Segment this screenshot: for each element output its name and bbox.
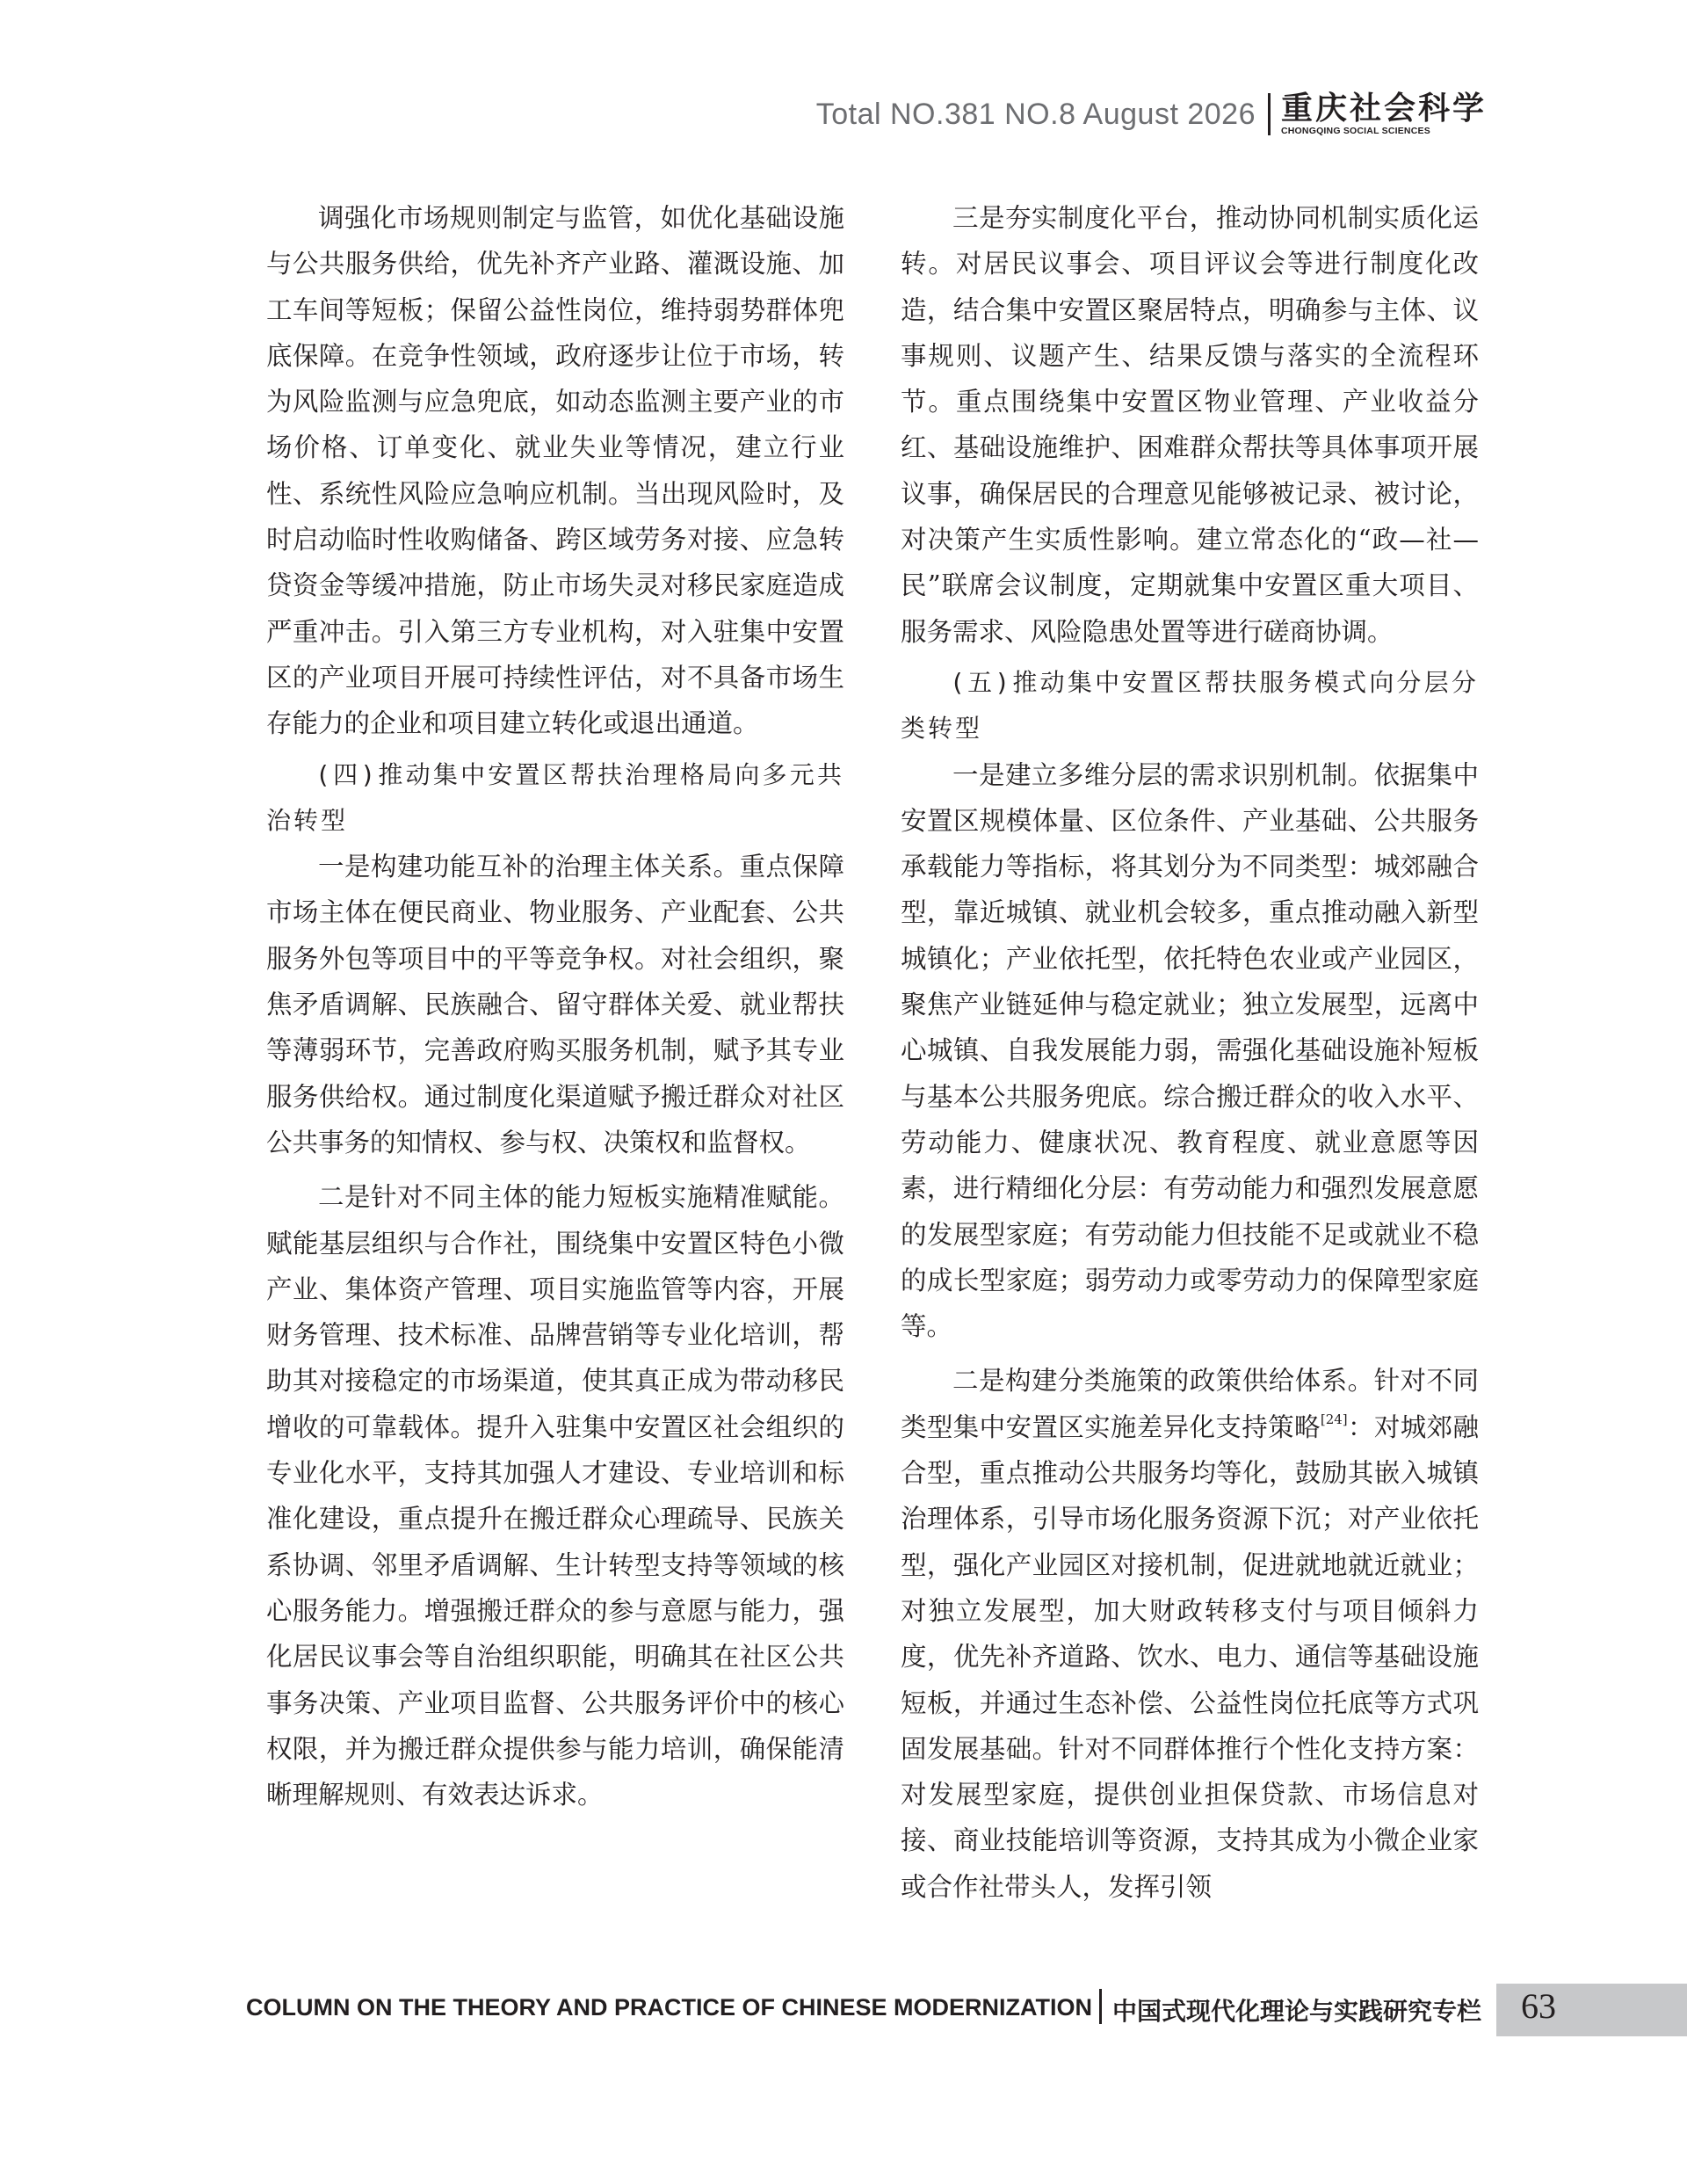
column-name-cn: 中国式现代化理论与实践研究专栏	[1112, 1997, 1482, 2026]
paragraph: 一是构建功能互补的治理主体关系。重点保障市场主体在便民商业、物业服务、产业配套、公共服务外包等项目中的平等竞争权。对社会组织，聚焦矛盾调解、民族融合、留守群体关爱、就业帮扶等薄弱环节，完善政府购买服务机制，赋予其专业服务供给权。通过制度化渠道赋予搬迁群众对社区公共事务的知情权、参与权、决策权和监督权。	[266, 852, 844, 1157]
section-heading-4: (四)推动集中安置区帮扶治理格局向多元共治转型	[266, 759, 844, 835]
paragraph: 调强化市场规则制定与监管，如优化基础设施与公共服务供给，优先补齐产业路、灌溉设施、加工车间等短板；保留公益性岗位，维持弱势群体兜底保障。在竞争性领域，政府逐步让位于市场，转为风险监测与应急兜底，如动态监测主要产业的市场价格、订单变化、就业失业等情况，建立行业性、系统性风险应急响应机制。当出现风险时，及时启动临时性收购储备、跨区域劳务对接、应急转贷资金等缓冲措施，防止市场失灵对移民家庭造成严重冲击。引入第三方专业机构，对入驻集中安置区的产业项目开展可持续性评估，对不具备市场生存能力的企业和项目建立转化或退出通道。	[266, 203, 844, 739]
page-footer	[0, 1984, 1687, 2036]
page-header	[816, 88, 1487, 141]
journal-masthead	[1281, 92, 1487, 136]
paragraph: 二是针对不同主体的能力短板实施精准赋能。赋能基层组织与合作社，围绕集中安置区特色小微产业、集体资产管理、项目实施监管等内容，开展财务管理、技术标准、品牌营销等专业化培训，帮助其对接稳定的市场渠道，使其真正成为带动移民增收的可靠载体。提升入驻集中安置区社会组织的专业化水平，支持其加强人才建设、专业培训和标准化建设，重点提升在搬迁群众心理疏导、民族关系协调、邻里矛盾调解、生计转型支持等领域的核心服务能力。增强搬迁群众的参与意愿与能力，强化居民议事会等自治组织职能，明确其在社区公共事务决策、产业项目监督、公共服务评价中的核心权限，并为搬迁群众提供参与能力培训，确保能清晰理解规则、有效表达诉求。	[266, 1182, 844, 1810]
citation-ref: [24]	[1320, 1411, 1348, 1427]
issue-info: Total NO.381 NO.8 August 2026	[815, 97, 1256, 131]
paragraph: 一是建立多维分层的需求识别机制。依据集中安置区规模体量、区位条件、产业基础、公共服务承载能力等指标，将其划分为不同类型：城郊融合型，靠近城镇、就业机会较多，重点推动融入新型城镇化；产业依托型，依托特色农业或产业园区，聚焦产业链延伸与稳定就业；独立发展型，远离中心城镇、自我发展能力弱，需强化基础设施补短板与基本公共服务兜底。综合搬迁群众的收入水平、劳动能力、健康状况、教育程度、就业意愿等因素，进行精细化分层：有劳动能力和强烈发展意愿的发展型家庭；有劳动能力但技能不足或就业不稳的成长型家庭；弱劳动力或零劳动力的保障型家庭等。	[901, 759, 1479, 1342]
paragraph	[901, 1358, 1479, 1910]
journal-name-cn: 重庆社会科学	[1280, 91, 1487, 127]
header-divider	[1268, 93, 1271, 135]
footer-divider	[1099, 1989, 1102, 2024]
section-heading-5: (五)推动集中安置区帮扶服务模式向分层分类转型	[901, 667, 1479, 744]
paragraph-text: ：对城郊融合型，重点推动公共服务均等化，鼓励其嵌入城镇治理体系，引导市场化服务资源下沉；对产业依托型，强化产业园区对接机制，促进就地就近就业；对独立发展型，加大财政转移支付与项目倾斜力度，优先补齐道路、饮水、电力、通信等基础设施短板，并通过生态补偿、公益性岗位托底等方式巩固发展基础。针对不同群体推行个性化支持方案：对发展型家庭，提供创业担保贷款、市场信息对接、商业技能培训等资源，支持其成为小微企业家或合作社带头人，发挥引领	[901, 1411, 1479, 1902]
column-name-en: COLUMN ON THE THEORY AND PRACTICE OF CHINESE MODERNIZATION	[245, 1994, 1092, 2021]
page-number: 63	[1496, 1984, 1687, 2036]
paragraph-text: 二是构建分类施策的政策供给体系。针对不同类型集中安置区实施差异化支持策略	[901, 1366, 1479, 1442]
paragraph: 三是夯实制度化平台，推动协同机制实质化运转。对居民议事会、项目评议会等进行制度化改造，结合集中安置区聚居特点，明确参与主体、议事规则、议题产生、结果反馈与落实的全流程环节。重点围绕集中安置区物业管理、产业收益分红、基础设施维护、困难群众帮扶等具体事项开展议事，确保居民的合理意见能够被记录、被讨论，对决策产生实质性影响。建立常态化的“政—社—民”联席会议制度，定期就集中安置区重大项目、服务需求、风险隐患处置等进行磋商协调。	[901, 203, 1479, 647]
left-column	[266, 195, 844, 1818]
journal-name-en: CHONGQING SOCIAL SCIENCES	[1280, 126, 1430, 136]
right-column	[901, 195, 1479, 1910]
